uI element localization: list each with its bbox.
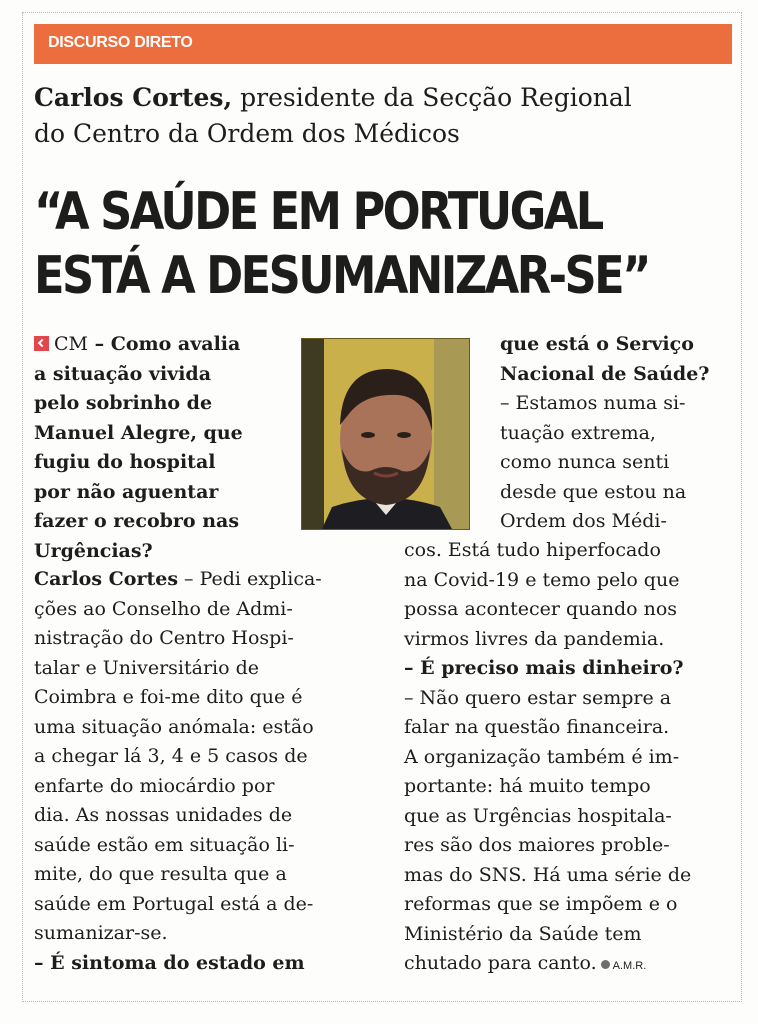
text-line: cos. Está tudo hiperfocado	[404, 539, 661, 561]
text-line: chutado para canto.	[404, 952, 597, 974]
question-2-continued	[500, 330, 735, 537]
text-line: fazer o recobro nas	[34, 510, 240, 532]
author-signature: A.M.R.	[612, 960, 647, 972]
portrait-image	[302, 339, 469, 529]
text-line: ções ao Conselho de Admi-	[34, 597, 293, 620]
headline	[34, 180, 649, 308]
text-line: Manuel Alegre, que	[34, 421, 243, 444]
question-1	[34, 330, 274, 566]
text-line: – Estamos numa si-	[500, 392, 686, 414]
text-line: reformas que se impõem e o	[404, 893, 678, 915]
answer-2-and-3	[404, 536, 739, 982]
cm-logo-icon	[34, 336, 49, 351]
text-line: – Como avalia	[94, 333, 241, 355]
text-line: dia. As nossas unidades de	[34, 804, 293, 826]
text-line: que está o Serviço	[500, 333, 694, 355]
headline-line-2: ESTÁ A DESUMANIZAR-SE”	[34, 246, 649, 306]
byline	[34, 80, 734, 152]
text-line: mite, do que resulta que a	[34, 863, 287, 885]
question-2-start: – É sintoma do estado em	[34, 951, 305, 974]
section-banner	[34, 24, 732, 64]
text-line: a situação vivida	[34, 362, 212, 385]
text-line: possa acontecer quando nos	[404, 598, 678, 620]
text-line: pelo sobrinho de	[34, 392, 213, 414]
text-line: falar na questão financeira.	[404, 716, 670, 738]
text-line: Ordem dos Médi-	[500, 510, 667, 532]
text-line: talar e Universitário de	[34, 656, 259, 679]
answer-1-speaker: Carlos Cortes	[34, 568, 179, 590]
text-line: nistração do Centro Hospi-	[34, 627, 294, 649]
section-label: DISCURSO DIRETO	[48, 34, 193, 51]
text-line: saúde estão em situação li-	[34, 833, 295, 856]
text-line: virmos livres da pandemia.	[404, 627, 665, 650]
text-line: res são dos maiores proble-	[404, 834, 670, 856]
bullet-dot-icon	[601, 960, 610, 969]
text-line: enfarte do miocárdio por	[34, 774, 275, 797]
text-line: por não aguentar	[34, 480, 219, 503]
text-line: Nacional de Saúde?	[500, 362, 710, 385]
text-line: desde que estou na	[500, 480, 687, 503]
text-line: fugiu do hospital	[34, 451, 216, 473]
byline-role-1: presidente da Secção Regional	[232, 83, 632, 112]
text-line: uma situação anómala: estão	[34, 715, 314, 738]
text-line: mas do SNS. Há uma série de	[404, 863, 692, 886]
text-line: a chegar lá 3, 4 e 5 casos de	[34, 745, 308, 767]
text-line: na Covid-19 e temo pelo que	[404, 568, 680, 591]
text-line: A organização também é im-	[404, 745, 680, 768]
text-line: Urgências?	[34, 539, 153, 562]
byline-name: Carlos Cortes,	[34, 83, 233, 112]
text-line: – Não quero estar sempre a	[404, 686, 672, 709]
question-3: – É preciso mais dinheiro?	[404, 657, 684, 679]
text-line: – Pedi explica-	[178, 568, 322, 590]
byline-role-2: do Centro da Ordem dos Médicos	[34, 119, 460, 148]
text-line: portante: há muito tempo	[404, 775, 651, 797]
text-line: saúde em Portugal está a de-	[34, 892, 314, 915]
text-line: sumanizar-se.	[34, 922, 168, 944]
portrait-photo	[301, 338, 470, 530]
text-line: Ministério da Saúde tem	[404, 922, 642, 945]
text-line: que as Urgências hospitala-	[404, 804, 672, 827]
headline-line-1: “A SAÚDE EM PORTUGAL	[34, 182, 602, 242]
question-1-prefix: CM	[54, 333, 88, 355]
text-line: tuação extrema,	[500, 421, 656, 444]
text-line: como nunca senti	[500, 451, 670, 473]
text-line: Coimbra e foi-me dito que é	[34, 686, 303, 708]
answer-1	[34, 565, 374, 978]
